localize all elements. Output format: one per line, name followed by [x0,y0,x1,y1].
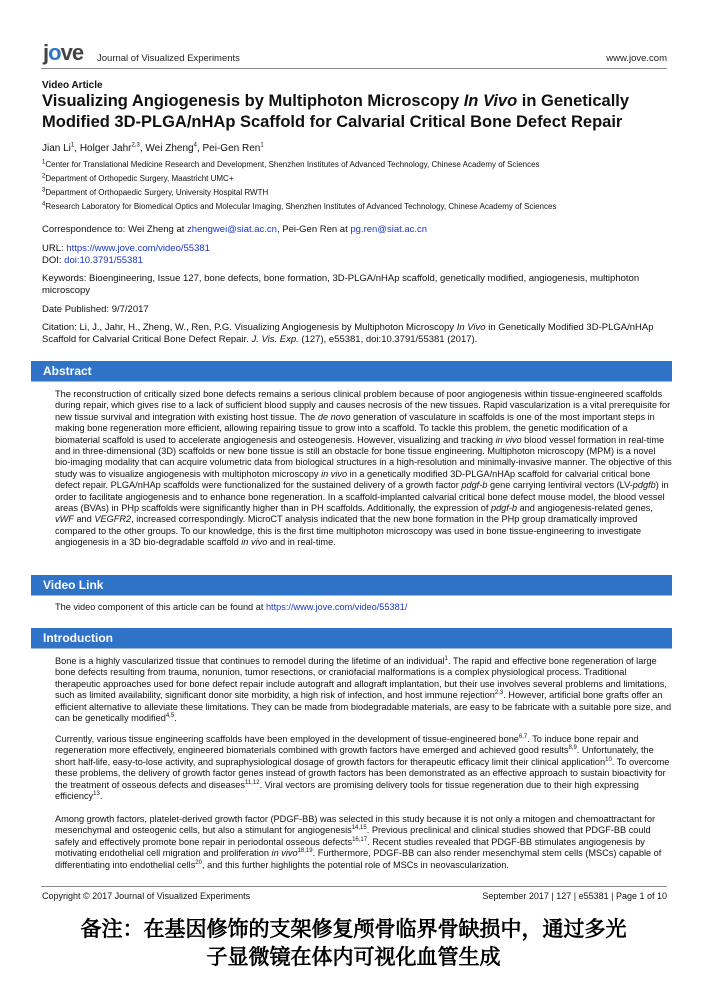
url-label: URL: [42,243,67,254]
title-italic: In Vivo [463,92,518,110]
article-type: Video Article [42,80,103,91]
section-header-abstract [31,361,672,382]
site-link[interactable]: www.jove.com [606,53,667,64]
intro-paragraph: Bone is a highly vascularized tissue that continues to remodel during the lifetime of an individual$^1$. The rapid and effective bone regeneration of large bone defects resulting from trauma, nonunion, tumor resections, or craniofacial malformations is a complex physiological process. Traditional therapeutic approaches used for bone defect repair include autograft and allograft implantation, but their use involves several problems and limitations, such as limited availability, significant donor site morbidity, a high risk of infection, and host immune rejection$^{2,3}$. However, artificial bone grafts offer an efficient alternative to alleviate these limitations. They can be made from biodegradable materials, are easy to be fabricate with a suitable pore size, and can be genetically modified$^{4,5}$. [55,655,672,724]
section-title: Abstract [43,364,92,378]
intro-paragraph: Among growth factors, platelet-derived growth factor (PDGF-BB) was selected in this study because it is not only a mitogen and chemoattractant for mesenchymal and osteogenic cells, but also a stimulant for angiogenesis$^{14,15}$. Previous preclinical and clinical studies showed that PDGF-BB could safely and effectively promote bone repair in periodontal osseous defects$^{16,17}$. Recent studies revealed that PDGF-BB stimulates angiogenesis by motivating endothelial cell migration and proliferation in vivo$^{18,19}$. Furthermore, PDGF-BB can also render mesenchymal stem cells (MSCs) capable of differentiating into endothelial cells$^{20}$, and this further highlights the potential role of MSCs in neovascularization. [55,814,662,870]
section-header-video-link [31,575,672,596]
author: Wei Zheng [145,143,194,154]
footer-divider [41,886,667,887]
jove-logo[interactable]: jove [43,40,84,65]
affiliation-text: Center for Translational Medicine Research and Development, Shenzhen Institutes of Advanced Technology, Chinese Academy of Sciences [45,160,540,169]
email-link[interactable]: pg.ren@siat.ac.cn [350,224,428,235]
author: Holger Jahr [79,143,132,154]
note-line: 子显微镜在体内可视化血管生成 [206,946,501,969]
title-text: in Genetically Modified 3D-PLGA/nHAp Scaffold for Calvarial Critical Bone Defect Repair [42,92,630,131]
citation-italic: In Vivo [456,322,486,333]
author-sup: 2,3 [131,142,140,149]
affiliation [42,160,540,169]
footer-page-info: September 2017 | 127 | e55381 | Page 1 of 10 [482,891,667,901]
citation-text: Citation: Li, J., Jahr, H., Zheng, W., Ren, P.G. Visualizing Angiogenesis by Multiphoton Microscopy [42,322,457,333]
doi-link[interactable]: doi:10.3791/55381 [64,255,143,266]
section-title: Video Link [43,578,104,592]
affiliation-text: Department of Orthopaedic Surgery, University Hospital RWTH [45,188,269,197]
email-link[interactable]: zhengwei@siat.ac.cn [187,224,277,235]
chinese-note [0,916,707,972]
correspondence [42,224,672,236]
abstract-text: The reconstruction of critically sized bone defects remains a serious clinical problem because of poor angiogenesis within tissue-engineered scaffolds during repair, which gives rise to a lack of sufficient blood supply and causes necrosis of the new tissues. Rapid vascularization is a vital prerequisite for new tissue survival and integration with existing host tissue. The de novo generation of vasculature in scaffolds is one of the most important steps in making bone regeneration more efficient, allowing repairing tissue to grow into a scaffold. To tackle this problem, the genetic modification of a biomaterial scaffold is used to accelerate angiogenesis and osteogenesis. However, visualizing and tracking in vivo blood vessel formation in real-time and in three-dimensional (3D) scaffolds or new bone tissue is still an obstacle for bone tissue engineering. Multiphoton microscopy (MPM) is a novel bio-imaging modality that can acquire volumetric data from biological structures in a high-resolution and minimally-invasive manner. The objective of this study was to visualize angiogenesis with multiphoton microscopy in vivo in a genetically modified 3D-PLGA/nHAp scaffold for calvarial critical bone defect repair. PLGA/nHAp scaffolds were functionalized for the sustained delivery of a growth factor pdgf-b gene carrying lentiviral vectors (LV-pdgfb) in order to facilitate angiogenesis and to enhance bone regeneration. In a scaffold-implanted calvarial critical bone defect mouse model, the blood vessel areas (BVAs) in PHp scaffolds were significantly higher than in PH scaffolds. Additionally, the expression of pdgf-b and angiogenesis-related genes, vWF and VEGFR2, increased correspondingly. MicroCT analysis indicated that the new bone formation in the PHp group dramatically improved compared to the other groups. To our knowledge, this is the first time multiphoton microscopy was used in bone tissue-engineering to investigate angiogenesis in a 3D bio-degradable scaffold in vivo and in real-time. [55,389,672,548]
section-title: Introduction [43,631,113,645]
footer-copyright: Copyright © 2017 Journal of Visualized Experiments [42,891,251,901]
date-published: Date Published: 9/7/2017 [42,304,149,315]
journal-name: Journal of Visualized Experiments [97,53,240,64]
affiliation-text: Research Laboratory for Biomedical Optics and Molecular Imaging, Shenzhen Institutes of Advanced Technology, Chinese Academy of Sciences [45,202,557,211]
author: Jian Li [42,143,71,154]
citation-text: (127), e55381, doi:10.3791/55381 (2017). [298,334,478,345]
affiliation-text: Department of Orthopedic Surgery, Maastricht UMC+ [45,174,234,183]
correspondence-text: , Pei-Gen Ren at [276,224,351,235]
url-line [42,243,672,255]
intro-paragraph: Currently, various tissue engineering scaffolds have been employed in the development of tissue-engineered bone$^{6,7}$. To induce bone repair and regeneration more effectively, engineered biomaterials combined with growth factors have emerged and achieved good results$^{8,9}$. Unfortunately, the short half-life, easy-to-lose activity, and supraphysiological dosage of growth factors for therapeutic efficacy limit their clinical application$^{10}$. To overcome these problems, the delivery of growth factor genes instead of growth factors has been demonstrated as an effective approach to sustain bioactivity for the treatment of osseous defects and diseases$^{11,12}$. Viral vectors are promising delivery tools for tissue regeneration due to their high expressing efficiency$^{13}$. [55,733,670,802]
author-sup: 1 [260,142,264,149]
article-title [42,91,682,133]
doi-label: DOI: [42,255,65,266]
url-link[interactable]: https://www.jove.com/video/55381 [66,243,210,254]
affiliation-num: 1 [42,159,46,166]
correspondence-text: Correspondence to: Wei Zheng at [42,224,188,235]
author-sup: 4 [193,142,197,149]
author-list: Jian Li$^1$, Holger Jahr$^{2,3}$, Wei Zheng$^4$, Pei-Gen Ren$^1$ [42,142,264,154]
section-header-introduction [31,628,672,649]
author: Pei-Gen Ren [202,143,261,154]
affiliation [42,188,268,197]
page-header [41,40,667,69]
video-link-text: The video component of this article can be found at https://www.jove.com/video/55381/ [55,602,408,612]
doi-line [42,255,672,267]
note-line: 备注：在基因修饰的支架修复颅骨临界骨缺损中，通过多光 [80,918,627,941]
citation-text: in Genetically Modified 3D-PLGA/nHAp Scaffold for Calvarial Critical Bone Defect Repair. [42,322,654,345]
citation [42,322,662,346]
video-url-link[interactable]: https://www.jove.com/video/55381/ [265,602,408,612]
keywords: Keywords: Bioengineering, Issue 127, bone defects, bone formation, 3D-PLGA/nHAp scaffold, genetically modified, angiogenesis, multiphoton microscopy [42,273,640,296]
affiliation [42,202,556,211]
affiliation [42,174,234,183]
affiliation-num: 2 [42,173,46,180]
affiliation-num: 3 [42,187,46,194]
affiliation-num: 4 [42,201,46,208]
author-sup: 1 [70,142,75,149]
citation-italic: J. Vis. Exp. [251,334,299,345]
title-text: Visualizing Angiogenesis by Multiphoton Microscopy [42,92,464,110]
